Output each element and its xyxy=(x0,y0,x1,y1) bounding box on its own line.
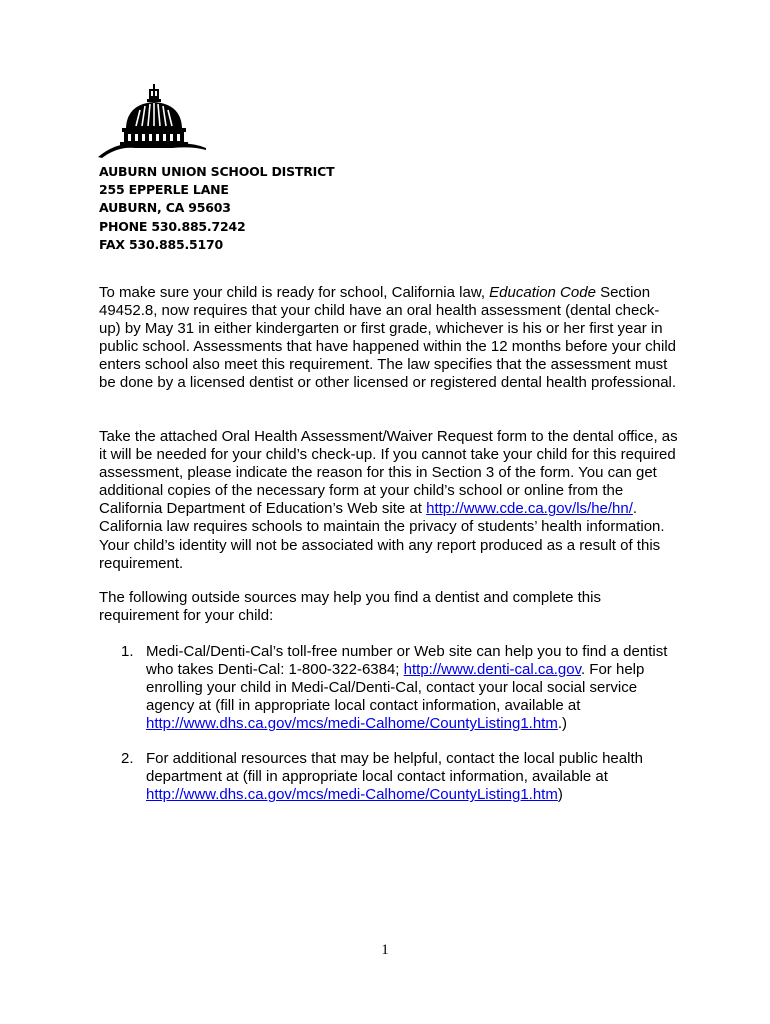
resource-list-item-2 xyxy=(99,750,679,804)
item2-text-1: For additional resources that may be helpful, contact the local public health department at (fill in appropriate local contact information, available at xyxy=(146,750,643,786)
form-instructions-paragraph xyxy=(99,428,679,573)
item1-text-1: Medi-Cal/Denti-Cal’s toll-free number or Web site can help you to find a dentist who takes Denti-Cal: 1-800-322-6384; xyxy=(146,643,668,679)
district-letterhead xyxy=(99,163,334,254)
resource-list-item-1 xyxy=(99,643,679,733)
intro-text-1: To make sure your child is ready for school, California law, xyxy=(99,284,490,301)
county-listing-link-2[interactable]: http://www.dhs.ca.gov/mcs/medi-Calhome/CountyListing1.htm xyxy=(146,786,558,804)
item2-text-2: ) xyxy=(557,786,563,804)
instructions-text-2: . California law requires schools to maintain the privacy of students’ health information. Your child’s identity will not be associated with any report produced as a result of this requirement. xyxy=(99,500,665,572)
item1-text-2: . For help enrolling your child in Medi-Cal/Denti-Cal, contact your local social service agency at (fill in appropriate local contact information, available at xyxy=(146,661,645,715)
list-number: 2. xyxy=(121,750,134,767)
education-code-term: Education Code xyxy=(489,284,596,301)
intro-paragraph xyxy=(99,284,679,393)
resources-intro-paragraph: The following outside sources may help you find a dentist and complete this requirement for your child: xyxy=(99,589,601,625)
instructions-text-1: Take the attached Oral Health Assessment/Waiver Request form to the dental office, as it will be needed for your child’s check-up. If you cannot take your child for this required assessment, please indicate the reason for this in Section 3 of the form. You can get additional copies of the necessary form at your child’s school or online from the California Department of Education’s Web site at xyxy=(99,428,678,518)
list-number: 1. xyxy=(121,643,134,660)
page-number: 1 xyxy=(381,942,389,958)
cde-website-link[interactable]: http://www.cde.ca.gov/ls/he/hn/ xyxy=(426,500,633,518)
list-item xyxy=(99,750,679,804)
intro-text-2: Section 49452.8, now requires that your child have an oral health assessment (dental check-up) by May 31 in either kindergarten or first grade, whichever is his or her first year in public school. Assessments that have happened within the 12 months before your child enters school also meet this requirement. The law specifies that the assessment must be done by a licensed dentist or other licensed or registered dental health professional. xyxy=(99,284,677,392)
city-state-zip: AUBURN, CA 95603 xyxy=(99,200,231,216)
street-address: 255 EPPERLE LANE xyxy=(99,182,229,198)
district-name: AUBURN UNION SCHOOL DISTRICT xyxy=(99,164,335,179)
list-item xyxy=(99,643,679,733)
fax-number: FAX 530.885.5170 xyxy=(99,236,224,252)
capitol-dome-logo xyxy=(96,84,208,158)
phone-number: PHONE 530.885.7242 xyxy=(99,218,246,234)
item1-text-3: .) xyxy=(557,715,568,733)
denti-cal-link[interactable]: http://www.denti-cal.ca.gov xyxy=(403,661,581,679)
county-listing-link-1[interactable]: http://www.dhs.ca.gov/mcs/medi-Calhome/CountyListing1.htm xyxy=(146,715,558,733)
